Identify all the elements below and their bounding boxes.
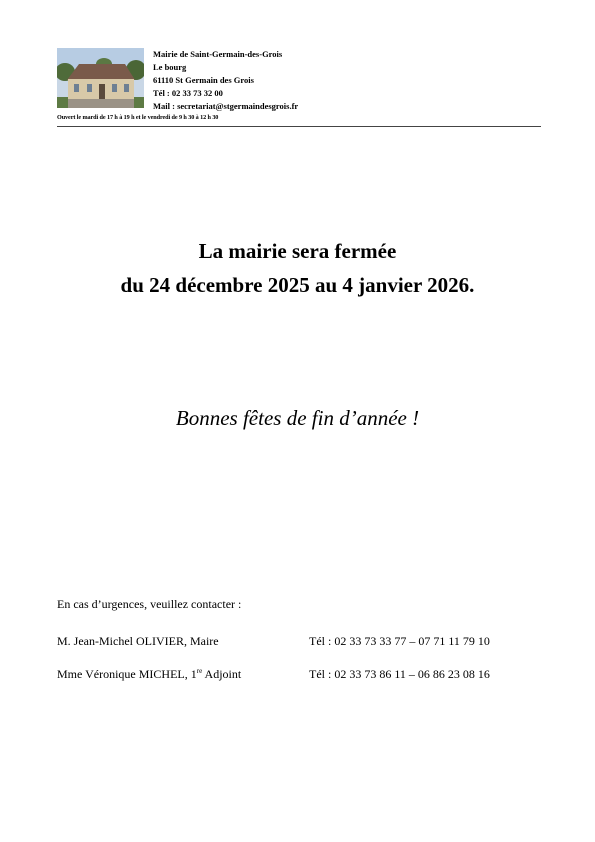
deputy-ordinal-suffix: re — [196, 667, 203, 675]
contact-deputy-name — [57, 667, 241, 682]
deputy-name-prefix: Mme Véronique MICHEL, 1 — [57, 667, 197, 681]
address-city: 61110 St Germain des Grois — [153, 75, 254, 85]
holiday-wishes: Bonnes fêtes de fin d’année ! — [175, 406, 420, 430]
phone-line: Tél : 02 33 73 32 00 — [153, 88, 223, 98]
closure-dates: du 24 décembre 2025 au 4 janvier 2026. — [120, 273, 475, 297]
address-street: Le bourg — [153, 62, 187, 72]
letterhead-address — [153, 48, 298, 113]
email-line: Mail : secretariat@stgermaindesgrois.fr — [153, 101, 299, 111]
opening-hours: Ouvert le mardi de 17 h à 19 h et le vendredi de 9 h 30 à 12 h 30 — [57, 114, 219, 121]
contact-mayor-name: M. Jean-Michel OLIVIER, Maire — [57, 634, 219, 648]
contact-deputy-phone: Tél : 02 33 73 86 11 – 06 86 23 08 16 — [309, 667, 490, 681]
mairie-name: Mairie de Saint-Germain-des-Grois — [153, 49, 283, 59]
town-hall-photo — [57, 48, 144, 108]
header-divider — [57, 126, 541, 127]
deputy-name-suffix: Adjoint — [202, 667, 242, 681]
closure-title: La mairie sera fermée — [198, 239, 397, 263]
emergency-intro: En cas d’urgences, veuillez contacter : — [57, 597, 242, 611]
contact-mayor-phone: Tél : 02 33 73 33 77 – 07 71 11 79 10 — [309, 634, 490, 648]
